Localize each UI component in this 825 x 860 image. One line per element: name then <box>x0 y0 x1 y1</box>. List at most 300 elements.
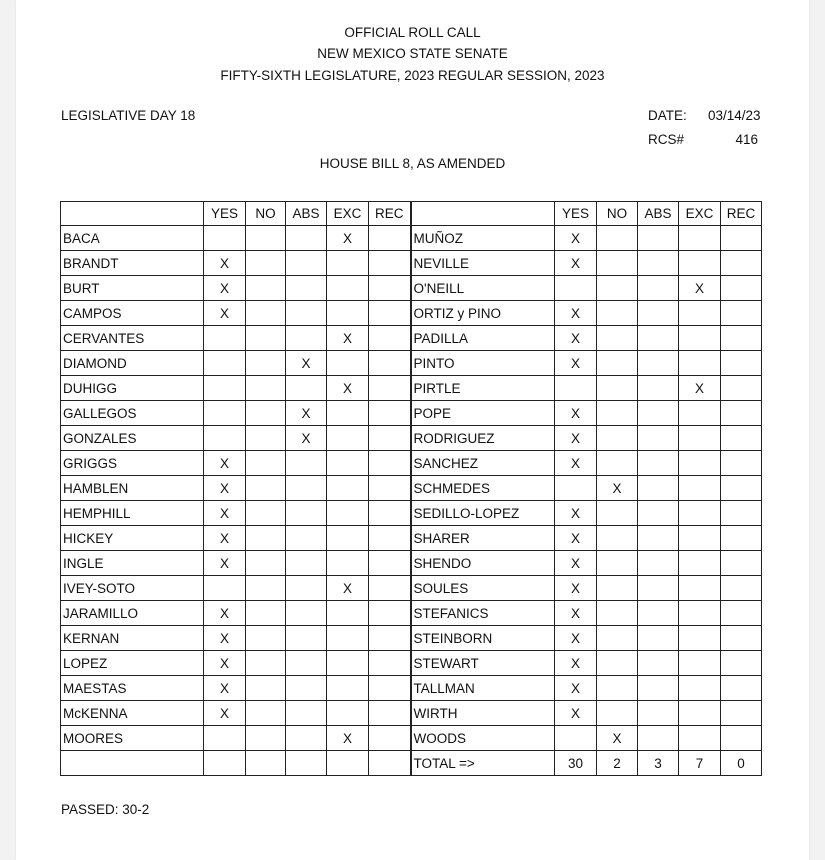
vote-cell-rec <box>721 226 762 251</box>
vote-mark-yes: X <box>555 551 597 576</box>
totals-row <box>61 751 762 776</box>
vote-cell-exc <box>327 351 369 376</box>
total-abs: 3 <box>638 751 679 776</box>
vote-cell-no <box>246 226 286 251</box>
vote-cell-exc <box>327 301 369 326</box>
member-name-left: DUHIGG <box>61 376 204 401</box>
member-name-right: PINTO <box>411 351 555 376</box>
vote-cell-rec <box>369 701 411 726</box>
vote-cell-exc <box>679 226 721 251</box>
vote-cell-exc <box>679 501 721 526</box>
vote-cell-rec <box>721 301 762 326</box>
vote-cell-no <box>597 251 638 276</box>
vote-cell-abs <box>286 226 327 251</box>
vote-cell-exc <box>679 451 721 476</box>
vote-cell-rec <box>721 701 762 726</box>
vote-cell-no <box>246 476 286 501</box>
vote-cell-abs <box>286 251 327 276</box>
totals-blank-cell <box>204 751 246 776</box>
col-header-yes-right: YES <box>555 202 597 226</box>
table-row <box>61 376 762 401</box>
member-name-right: STEWART <box>411 651 555 676</box>
vote-cell-abs <box>638 351 679 376</box>
bill-title: HOUSE BILL 8, AS AMENDED <box>319 156 506 171</box>
vote-cell-yes <box>204 576 246 601</box>
vote-cell-rec <box>369 226 411 251</box>
vote-cell-abs <box>638 226 679 251</box>
member-name-left: GALLEGOS <box>61 401 204 426</box>
table-row <box>61 451 762 476</box>
vote-cell-rec <box>721 451 762 476</box>
member-name-left: BURT <box>61 276 204 301</box>
table-row <box>61 526 762 551</box>
rcs-value: 416 <box>735 132 758 147</box>
table-row <box>61 251 762 276</box>
vote-cell-abs <box>286 726 327 751</box>
col-header-rec-left: REC <box>369 202 411 226</box>
member-name-left: KERNAN <box>61 626 204 651</box>
vote-cell-yes <box>204 401 246 426</box>
member-name-right: O'NEILL <box>411 276 555 301</box>
member-name-right: SHENDO <box>411 551 555 576</box>
vote-mark-yes: X <box>204 526 246 551</box>
vote-cell-exc <box>679 326 721 351</box>
member-name-left: CAMPOS <box>61 301 204 326</box>
vote-cell-abs <box>286 626 327 651</box>
vote-cell-exc <box>679 726 721 751</box>
vote-cell-abs <box>638 301 679 326</box>
vote-cell-exc <box>679 476 721 501</box>
vote-cell-exc <box>679 651 721 676</box>
total-yes: 30 <box>555 751 597 776</box>
member-name-right: SHARER <box>411 526 555 551</box>
vote-cell-no <box>246 426 286 451</box>
vote-cell-abs <box>638 651 679 676</box>
vote-cell-exc <box>327 626 369 651</box>
table-row <box>61 676 762 701</box>
vote-cell-no <box>246 526 286 551</box>
vote-cell-exc <box>327 676 369 701</box>
vote-cell-no <box>246 576 286 601</box>
vote-cell-no <box>246 701 286 726</box>
vote-cell-no <box>597 451 638 476</box>
vote-cell-rec <box>721 351 762 376</box>
vote-cell-yes <box>204 326 246 351</box>
vote-cell-exc <box>679 251 721 276</box>
vote-cell-no <box>597 326 638 351</box>
vote-cell-rec <box>369 451 411 476</box>
member-name-right: PADILLA <box>411 326 555 351</box>
col-header-rec-right: REC <box>721 202 762 226</box>
vote-cell-rec <box>369 526 411 551</box>
table-row <box>61 276 762 301</box>
vote-mark-yes: X <box>204 651 246 676</box>
roll-call-table <box>60 201 762 776</box>
table-row <box>61 426 762 451</box>
vote-mark-exc: X <box>679 276 721 301</box>
vote-cell-abs <box>638 726 679 751</box>
vote-cell-rec <box>369 626 411 651</box>
vote-mark-yes: X <box>555 251 597 276</box>
vote-cell-exc <box>679 426 721 451</box>
vote-cell-no <box>597 526 638 551</box>
vote-cell-no <box>597 401 638 426</box>
date-value: 03/14/23 <box>708 108 761 123</box>
vote-mark-yes: X <box>555 401 597 426</box>
total-rec: 0 <box>721 751 762 776</box>
vote-cell-yes <box>204 226 246 251</box>
vote-cell-rec <box>369 601 411 626</box>
vote-mark-exc: X <box>679 376 721 401</box>
vote-cell-no <box>246 676 286 701</box>
table-header-row <box>61 202 762 226</box>
vote-cell-rec <box>369 576 411 601</box>
vote-mark-abs: X <box>286 351 327 376</box>
vote-cell-abs <box>286 276 327 301</box>
vote-mark-yes: X <box>555 451 597 476</box>
totals-blank-cell <box>246 751 286 776</box>
member-name-left: LOPEZ <box>61 651 204 676</box>
member-name-right: WOODS <box>411 726 555 751</box>
vote-mark-yes: X <box>555 701 597 726</box>
vote-cell-no <box>597 426 638 451</box>
member-name-left: MOORES <box>61 726 204 751</box>
member-name-right: SEDILLO-LOPEZ <box>411 501 555 526</box>
vote-cell-abs <box>638 676 679 701</box>
member-name-right: MUÑOZ <box>411 226 555 251</box>
table-row <box>61 551 762 576</box>
vote-cell-rec <box>369 476 411 501</box>
header-blank-left <box>61 202 204 226</box>
vote-cell-exc <box>327 276 369 301</box>
vote-cell-no <box>597 576 638 601</box>
vote-cell-yes <box>204 351 246 376</box>
vote-cell-no <box>246 501 286 526</box>
vote-cell-no <box>246 651 286 676</box>
table-row <box>61 401 762 426</box>
vote-cell-rec <box>369 251 411 276</box>
vote-cell-yes <box>555 476 597 501</box>
vote-cell-rec <box>369 651 411 676</box>
vote-cell-abs <box>286 326 327 351</box>
vote-mark-yes: X <box>204 451 246 476</box>
vote-cell-no <box>597 651 638 676</box>
vote-cell-abs <box>286 501 327 526</box>
vote-cell-rec <box>369 276 411 301</box>
vote-cell-exc <box>327 401 369 426</box>
vote-cell-no <box>246 301 286 326</box>
vote-mark-abs: X <box>286 426 327 451</box>
vote-cell-abs <box>638 501 679 526</box>
totals-blank-cell <box>327 751 369 776</box>
member-name-left: BRANDT <box>61 251 204 276</box>
vote-cell-yes <box>555 726 597 751</box>
col-header-yes-left: YES <box>204 202 246 226</box>
vote-mark-exc: X <box>327 576 369 601</box>
vote-cell-exc <box>679 351 721 376</box>
totals-blank-name <box>61 751 204 776</box>
vote-cell-no <box>246 401 286 426</box>
totals-label: TOTAL => <box>411 751 555 776</box>
vote-cell-no <box>597 226 638 251</box>
vote-cell-rec <box>721 401 762 426</box>
vote-result: PASSED: 30-2 <box>61 802 150 817</box>
vote-cell-exc <box>679 401 721 426</box>
vote-cell-no <box>246 626 286 651</box>
vote-cell-exc <box>327 251 369 276</box>
vote-cell-abs <box>638 251 679 276</box>
vote-mark-yes: X <box>204 476 246 501</box>
vote-mark-yes: X <box>204 676 246 701</box>
vote-cell-yes <box>204 726 246 751</box>
vote-cell-rec <box>721 601 762 626</box>
table-row <box>61 501 762 526</box>
vote-mark-no: X <box>597 476 638 501</box>
vote-cell-abs <box>286 476 327 501</box>
vote-cell-no <box>597 351 638 376</box>
vote-cell-abs <box>638 626 679 651</box>
table-row <box>61 576 762 601</box>
header-session: FIFTY-SIXTH LEGISLATURE, 2023 REGULAR SESSION, 2023 <box>220 68 605 83</box>
vote-cell-no <box>597 276 638 301</box>
vote-cell-rec <box>721 426 762 451</box>
vote-cell-rec <box>721 526 762 551</box>
vote-cell-no <box>246 551 286 576</box>
table-row <box>61 301 762 326</box>
vote-cell-abs <box>286 701 327 726</box>
table-row <box>61 701 762 726</box>
vote-mark-yes: X <box>555 351 597 376</box>
member-name-left: HAMBLEN <box>61 476 204 501</box>
vote-cell-rec <box>721 276 762 301</box>
vote-cell-exc <box>679 676 721 701</box>
vote-cell-rec <box>369 351 411 376</box>
vote-cell-abs <box>286 601 327 626</box>
vote-mark-yes: X <box>204 276 246 301</box>
member-name-left: BACA <box>61 226 204 251</box>
member-name-left: MAESTAS <box>61 676 204 701</box>
member-name-left: CERVANTES <box>61 326 204 351</box>
header-blank-right <box>411 202 555 226</box>
vote-mark-yes: X <box>555 676 597 701</box>
member-name-right: ORTIZ y PINO <box>411 301 555 326</box>
vote-cell-rec <box>721 551 762 576</box>
vote-cell-yes <box>555 276 597 301</box>
vote-cell-abs <box>638 376 679 401</box>
vote-mark-yes: X <box>204 301 246 326</box>
col-header-abs-right: ABS <box>638 202 679 226</box>
vote-cell-exc <box>679 626 721 651</box>
date-label: DATE: <box>648 108 687 123</box>
vote-cell-abs <box>638 426 679 451</box>
vote-cell-rec <box>721 651 762 676</box>
vote-mark-exc: X <box>327 376 369 401</box>
vote-cell-exc <box>679 701 721 726</box>
vote-cell-abs <box>286 301 327 326</box>
vote-cell-exc <box>327 551 369 576</box>
vote-cell-exc <box>327 526 369 551</box>
vote-cell-abs <box>638 401 679 426</box>
vote-cell-rec <box>721 476 762 501</box>
vote-mark-no: X <box>597 726 638 751</box>
vote-mark-exc: X <box>327 326 369 351</box>
vote-cell-no <box>246 326 286 351</box>
vote-cell-abs <box>286 676 327 701</box>
vote-cell-abs <box>638 526 679 551</box>
totals-blank-cell <box>286 751 327 776</box>
vote-mark-yes: X <box>555 301 597 326</box>
vote-cell-abs <box>638 576 679 601</box>
member-name-left: GONZALES <box>61 426 204 451</box>
table-row <box>61 651 762 676</box>
vote-mark-exc: X <box>327 726 369 751</box>
vote-mark-yes: X <box>555 501 597 526</box>
col-header-exc-left: EXC <box>327 202 369 226</box>
vote-cell-abs <box>638 476 679 501</box>
vote-cell-abs <box>286 451 327 476</box>
table-row <box>61 326 762 351</box>
vote-mark-yes: X <box>204 251 246 276</box>
vote-cell-rec <box>721 501 762 526</box>
rcs-label: RCS# <box>648 132 685 147</box>
vote-mark-yes: X <box>555 601 597 626</box>
vote-cell-rec <box>369 726 411 751</box>
vote-cell-abs <box>638 326 679 351</box>
vote-cell-exc <box>679 576 721 601</box>
member-name-right: WIRTH <box>411 701 555 726</box>
vote-cell-rec <box>721 726 762 751</box>
vote-cell-abs <box>638 601 679 626</box>
vote-cell-exc <box>679 601 721 626</box>
vote-cell-abs <box>286 551 327 576</box>
table-row <box>61 226 762 251</box>
vote-cell-abs <box>286 576 327 601</box>
vote-cell-exc <box>327 701 369 726</box>
vote-mark-yes: X <box>555 426 597 451</box>
vote-mark-abs: X <box>286 401 327 426</box>
vote-cell-exc <box>327 426 369 451</box>
vote-cell-rec <box>721 676 762 701</box>
table-row <box>61 726 762 751</box>
vote-mark-yes: X <box>204 601 246 626</box>
member-name-left: HICKEY <box>61 526 204 551</box>
vote-mark-yes: X <box>204 701 246 726</box>
vote-cell-no <box>246 601 286 626</box>
total-no: 2 <box>597 751 638 776</box>
member-name-right: STEINBORN <box>411 626 555 651</box>
vote-cell-rec <box>721 376 762 401</box>
vote-cell-yes <box>555 376 597 401</box>
col-header-abs-left: ABS <box>286 202 327 226</box>
member-name-left: HEMPHILL <box>61 501 204 526</box>
vote-mark-yes: X <box>555 526 597 551</box>
vote-cell-no <box>246 726 286 751</box>
vote-cell-abs <box>638 276 679 301</box>
vote-cell-abs <box>286 526 327 551</box>
vote-cell-rec <box>369 426 411 451</box>
totals-blank-cell <box>369 751 411 776</box>
header-chamber: NEW MEXICO STATE SENATE <box>317 46 508 61</box>
member-name-left: INGLE <box>61 551 204 576</box>
vote-cell-exc <box>327 601 369 626</box>
table-row <box>61 476 762 501</box>
vote-cell-no <box>246 376 286 401</box>
vote-cell-no <box>597 301 638 326</box>
vote-cell-no <box>597 501 638 526</box>
vote-cell-exc <box>327 651 369 676</box>
vote-cell-rec <box>369 301 411 326</box>
member-name-left: McKENNA <box>61 701 204 726</box>
vote-cell-yes <box>204 426 246 451</box>
vote-cell-no <box>246 351 286 376</box>
vote-mark-yes: X <box>555 651 597 676</box>
member-name-right: PIRTLE <box>411 376 555 401</box>
member-name-left: GRIGGS <box>61 451 204 476</box>
member-name-left: JARAMILLO <box>61 601 204 626</box>
vote-mark-yes: X <box>555 226 597 251</box>
vote-mark-yes: X <box>555 576 597 601</box>
vote-cell-rec <box>721 326 762 351</box>
vote-cell-exc <box>679 551 721 576</box>
vote-cell-rec <box>369 376 411 401</box>
vote-cell-abs <box>638 701 679 726</box>
vote-cell-no <box>597 551 638 576</box>
vote-cell-exc <box>679 301 721 326</box>
vote-cell-rec <box>721 251 762 276</box>
vote-cell-rec <box>369 401 411 426</box>
vote-cell-abs <box>638 551 679 576</box>
member-name-left: DIAMOND <box>61 351 204 376</box>
member-name-right: POPE <box>411 401 555 426</box>
vote-cell-rec <box>721 576 762 601</box>
vote-cell-exc <box>327 451 369 476</box>
vote-cell-rec <box>721 626 762 651</box>
vote-cell-exc <box>327 501 369 526</box>
member-name-right: SCHMEDES <box>411 476 555 501</box>
vote-cell-rec <box>369 551 411 576</box>
vote-cell-abs <box>286 376 327 401</box>
member-name-right: RODRIGUEZ <box>411 426 555 451</box>
vote-mark-yes: X <box>204 501 246 526</box>
vote-cell-no <box>597 676 638 701</box>
vote-cell-rec <box>369 501 411 526</box>
table-row <box>61 626 762 651</box>
vote-mark-yes: X <box>555 326 597 351</box>
member-name-right: SANCHEZ <box>411 451 555 476</box>
vote-cell-rec <box>369 326 411 351</box>
vote-mark-yes: X <box>204 626 246 651</box>
vote-cell-no <box>246 451 286 476</box>
table-row <box>61 351 762 376</box>
member-name-right: NEVILLE <box>411 251 555 276</box>
vote-cell-exc <box>679 526 721 551</box>
vote-cell-abs <box>286 651 327 676</box>
vote-cell-exc <box>327 476 369 501</box>
legislative-day: LEGISLATIVE DAY 18 <box>61 108 196 123</box>
member-name-right: TALLMAN <box>411 676 555 701</box>
vote-cell-no <box>597 376 638 401</box>
vote-mark-exc: X <box>327 226 369 251</box>
member-name-right: SOULES <box>411 576 555 601</box>
vote-cell-no <box>597 701 638 726</box>
vote-mark-yes: X <box>204 551 246 576</box>
vote-cell-rec <box>369 676 411 701</box>
vote-cell-yes <box>204 376 246 401</box>
vote-cell-no <box>597 601 638 626</box>
member-name-left: IVEY-SOTO <box>61 576 204 601</box>
vote-cell-abs <box>638 451 679 476</box>
vote-cell-no <box>597 626 638 651</box>
